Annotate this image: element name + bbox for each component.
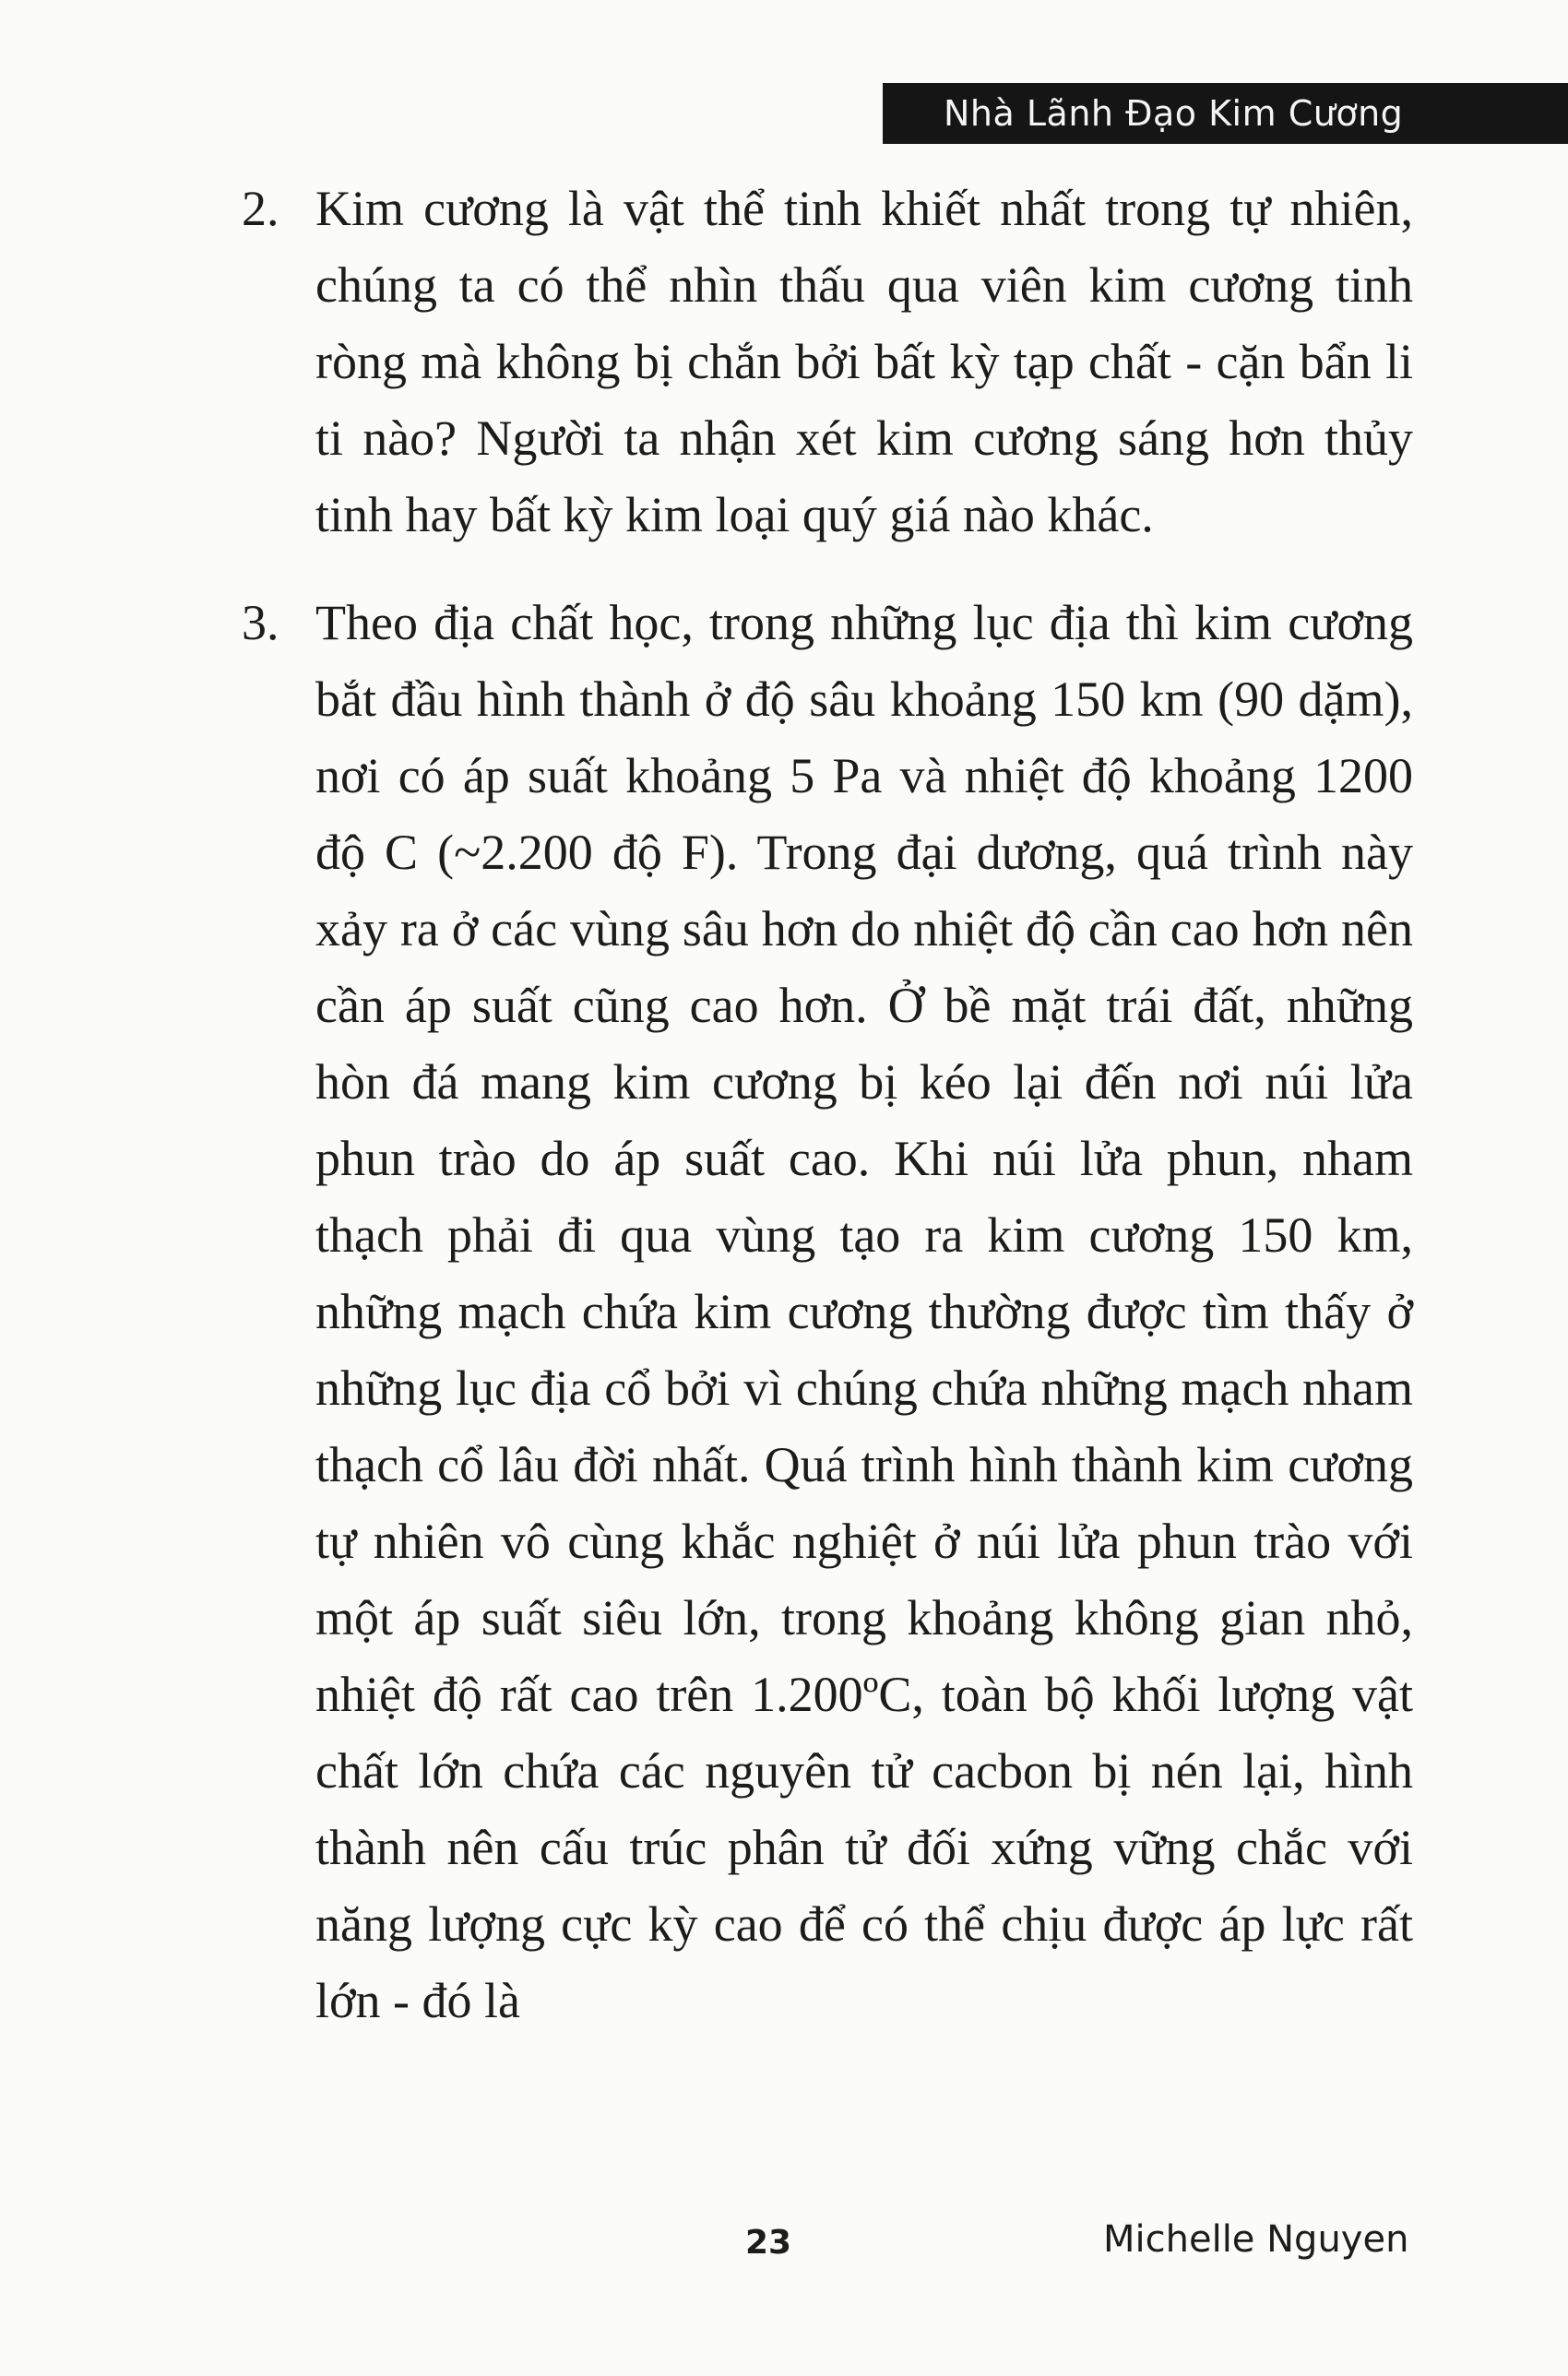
list-item-3 bbox=[242, 585, 1413, 2039]
numbered-list bbox=[242, 171, 1413, 2039]
list-item-number: 2. bbox=[242, 181, 279, 236]
list-item-text: Kim cương là vật thể tinh khiết nhất trong tự nhiên, chúng ta có thể nhìn thấu qua viên kim cương tinh ròng mà không bị chắn bởi bất kỳ tạp chất - cặn bẩn li ti nào? Người ta nhận xét kim cương sáng hơn thủy tinh hay bất kỳ kim loại quý giá nào khác. bbox=[315, 181, 1413, 542]
list-item-number: 3. bbox=[242, 595, 279, 650]
author-name: Michelle Nguyen bbox=[1103, 2218, 1409, 2261]
book-title: Nhà Lãnh Đạo Kim Cương bbox=[944, 93, 1404, 134]
page-number: 23 bbox=[745, 2224, 792, 2262]
running-header bbox=[883, 83, 1568, 144]
list-item-2 bbox=[242, 171, 1413, 553]
list-item-text: Theo địa chất học, trong những lục địa thì kim cương bắt đầu hình thành ở độ sâu khoảng 150 km (90 dặm), nơi có áp suất khoảng 5 Pa và nhiệt độ khoảng 1200 độ C (~2.200 độ F). Trong đại dương, quá trình này xảy ra ở các vùng sâu hơn do nhiệt độ cần cao hơn nên cần áp suất cũng cao hơn. Ở bề mặt trái đất, những hòn đá mang kim cương bị kéo lại đến nơi núi lửa phun trào do áp suất cao. Khi núi lửa phun, nham thạch phải đi qua vùng tạo ra kim cương 150 km, những mạch chứa kim cương thường được tìm thấy ở những lục địa cổ bởi vì chúng chứa những mạch nham thạch cổ lâu đời nhất. Quá trình hình thành kim cương tự nhiên vô cùng khắc nghiệt ở núi lửa phun trào với một áp suất siêu lớn, trong khoảng không gian nhỏ, nhiệt độ rất cao trên 1.200ºC, toàn bộ khối lượng vật chất lớn chứa các nguyên tử cacbon bị nén lại, hình thành nên cấu trúc phân tử đối xứng vững chắc với năng lượng cực kỳ cao để có thể chịu được áp lực rất lớn - đó là bbox=[315, 595, 1413, 2028]
